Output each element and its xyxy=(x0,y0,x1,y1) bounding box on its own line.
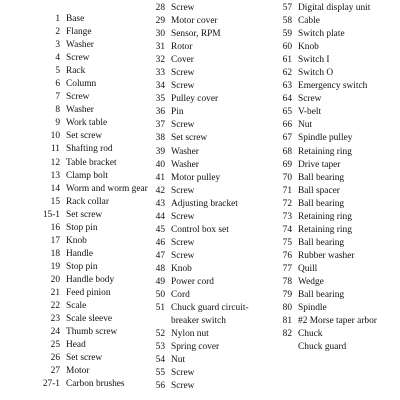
part-name: Clamp bolt xyxy=(66,170,108,181)
part-number: 18 xyxy=(50,248,60,259)
parts-list-item xyxy=(272,185,397,198)
part-number: 7 xyxy=(55,92,60,103)
part-number: 9 xyxy=(55,118,60,129)
part-name: Screw xyxy=(171,3,195,13)
parts-list-item xyxy=(148,41,270,54)
parts-list-item xyxy=(148,15,270,28)
part-number: 37 xyxy=(155,120,165,131)
part-number: 78 xyxy=(282,276,292,287)
part-name: Motor pulley xyxy=(171,172,221,183)
parts-list-item xyxy=(272,146,397,159)
parts-list-item xyxy=(148,54,270,67)
parts-list-item xyxy=(40,261,148,274)
part-number: 24 xyxy=(50,327,60,338)
part-number: 80 xyxy=(282,303,292,314)
part-number: 40 xyxy=(155,159,165,170)
part-name: Retaining ring xyxy=(298,211,352,222)
parts-list-item xyxy=(272,80,397,93)
parts-list-item xyxy=(40,313,148,326)
part-number: 57 xyxy=(282,3,292,13)
parts-list-item xyxy=(272,276,397,289)
part-name: Screw xyxy=(171,368,195,379)
part-number: 48 xyxy=(155,263,165,274)
parts-list-item xyxy=(40,104,148,117)
part-name: Set screw xyxy=(66,353,103,364)
parts-list-item xyxy=(272,41,397,54)
part-number: 16 xyxy=(50,222,60,233)
parts-list-item xyxy=(272,159,397,172)
parts-list-item xyxy=(272,328,397,354)
parts-list-item xyxy=(40,378,148,391)
part-number: 33 xyxy=(155,68,165,79)
parts-list-item xyxy=(148,185,270,198)
parts-list-item xyxy=(40,352,148,365)
parts-list-item xyxy=(272,119,397,132)
parts-list-item xyxy=(272,15,397,28)
part-name: Column xyxy=(66,79,97,90)
part-name: Ball spacer xyxy=(298,185,340,196)
parts-list-item xyxy=(148,67,270,80)
parts-list-item xyxy=(40,287,148,300)
part-number: 15-1 xyxy=(42,209,60,220)
parts-list-item xyxy=(40,143,148,156)
parts-list-item xyxy=(40,91,148,104)
parts-list-item xyxy=(148,93,270,106)
part-number: 59 xyxy=(282,29,292,40)
part-number: 43 xyxy=(155,198,165,209)
part-number: 27 xyxy=(50,366,60,377)
parts-list-item xyxy=(40,39,148,52)
parts-list-item xyxy=(40,248,148,261)
part-name: Knob xyxy=(298,42,319,53)
part-name: Chuck guard circuit- breaker switch xyxy=(171,303,249,327)
part-name: Knob xyxy=(171,263,192,274)
part-number: 74 xyxy=(282,224,292,235)
parts-list-item xyxy=(40,157,148,170)
parts-list-item xyxy=(148,172,270,185)
part-number: 6 xyxy=(55,79,60,90)
part-number: 3 xyxy=(55,40,60,51)
parts-list-item xyxy=(148,198,270,211)
part-number: 11 xyxy=(50,144,60,155)
parts-list-item xyxy=(148,302,270,328)
parts-list-item xyxy=(148,28,270,41)
part-number: 73 xyxy=(282,211,292,222)
parts-list-item xyxy=(40,26,148,39)
part-number: 72 xyxy=(282,198,292,209)
part-number: 58 xyxy=(282,16,292,27)
part-number: 26 xyxy=(50,353,60,364)
part-name: Screw xyxy=(171,250,195,261)
part-name: Cover xyxy=(171,55,194,66)
part-name: Set screw xyxy=(66,131,103,142)
part-name: Table bracket xyxy=(66,157,117,168)
part-name: Washer xyxy=(66,40,94,51)
part-name: Motor cover xyxy=(171,16,218,27)
parts-list-item xyxy=(272,211,397,224)
parts-list-item xyxy=(40,170,148,183)
parts-list-item xyxy=(148,132,270,145)
part-name: Ball bearing xyxy=(298,198,345,209)
part-name: Set screw xyxy=(66,209,103,220)
parts-list-item xyxy=(272,263,397,276)
parts-list-item xyxy=(148,341,270,354)
part-number: 42 xyxy=(155,185,165,196)
part-number: 44 xyxy=(155,211,165,222)
part-number: 76 xyxy=(282,250,292,261)
parts-list-item xyxy=(40,117,148,130)
part-number: 46 xyxy=(155,237,165,248)
parts-list-item xyxy=(148,354,270,367)
part-number: 30 xyxy=(155,29,165,40)
part-number: 20 xyxy=(50,274,60,285)
part-number: 56 xyxy=(155,381,165,392)
part-name: Head xyxy=(66,340,86,351)
part-number: 61 xyxy=(282,55,292,66)
parts-list-item xyxy=(40,52,148,65)
parts-list-item xyxy=(40,65,148,78)
part-number: 62 xyxy=(282,68,292,79)
part-name: Ball bearing xyxy=(298,172,345,183)
part-name: Shafting rod xyxy=(66,144,113,155)
parts-list-item xyxy=(272,315,397,328)
parts-list-item xyxy=(40,235,148,248)
part-name: Washer xyxy=(66,105,94,116)
parts-column-1 xyxy=(40,13,148,391)
part-number: 41 xyxy=(155,172,165,183)
part-name: Emergency switch xyxy=(298,81,368,92)
part-name: Flange xyxy=(66,27,92,38)
part-name: Work table xyxy=(66,118,108,129)
part-number: 66 xyxy=(282,120,292,131)
part-number: 17 xyxy=(50,235,60,246)
part-number: 38 xyxy=(155,133,165,144)
part-name: Adjusting bracket xyxy=(171,198,238,209)
parts-list-item xyxy=(148,328,270,341)
part-name: #2 Morse taper arbor xyxy=(298,316,377,327)
part-number: 36 xyxy=(155,107,165,118)
part-name: Pin xyxy=(171,107,184,118)
parts-list-item xyxy=(148,263,270,276)
part-name: Wedge xyxy=(298,276,324,287)
part-number: 50 xyxy=(155,290,165,301)
parts-list-item xyxy=(40,183,148,196)
parts-list-item xyxy=(148,224,270,237)
parts-list-item xyxy=(272,2,397,15)
part-number: 60 xyxy=(282,42,292,53)
part-name: Screw xyxy=(171,381,195,392)
parts-list-item xyxy=(148,80,270,93)
part-name: Screw xyxy=(171,68,195,79)
part-name: Scale xyxy=(66,301,87,312)
part-name: Digital display unit xyxy=(298,3,371,13)
part-number: 45 xyxy=(155,224,165,235)
part-number: 77 xyxy=(282,263,292,274)
parts-list-item xyxy=(272,28,397,41)
part-name: Quill xyxy=(298,263,318,274)
part-name: Drive taper xyxy=(298,159,341,170)
part-number: 21 xyxy=(50,287,60,298)
part-name: Screw xyxy=(171,185,195,196)
part-name: Pulley cover xyxy=(171,94,219,105)
part-number: 69 xyxy=(282,159,292,170)
parts-list-item xyxy=(272,54,397,67)
part-name: Screw xyxy=(66,53,90,64)
part-number: 67 xyxy=(282,133,292,144)
part-name: Stop pin xyxy=(66,222,98,233)
part-name: Chuck Chuck guard xyxy=(298,329,347,353)
part-number: 64 xyxy=(282,94,292,105)
parts-list-item xyxy=(148,119,270,132)
part-number: 55 xyxy=(155,368,165,379)
parts-list-item xyxy=(272,302,397,315)
parts-list-item xyxy=(272,106,397,119)
parts-list-item xyxy=(272,67,397,80)
part-name: Switch I xyxy=(298,55,330,66)
part-number: 23 xyxy=(50,314,60,325)
parts-list-item xyxy=(40,13,148,26)
part-number: 79 xyxy=(282,290,292,301)
part-number: 49 xyxy=(155,276,165,287)
part-name: Cable xyxy=(298,16,320,27)
part-number: 52 xyxy=(155,329,165,340)
part-name: Screw xyxy=(171,81,195,92)
part-number: 71 xyxy=(282,185,292,196)
part-number: 29 xyxy=(155,16,165,27)
part-name: Washer xyxy=(171,159,199,170)
part-name: Screw xyxy=(66,92,90,103)
part-number: 65 xyxy=(282,107,292,118)
part-number: 63 xyxy=(282,81,292,92)
part-number: 70 xyxy=(282,172,292,183)
part-name: Stop pin xyxy=(66,261,98,272)
part-number: 39 xyxy=(155,146,165,157)
part-name: Nut xyxy=(171,355,186,366)
part-name: Rack collar xyxy=(66,196,109,207)
parts-list-item xyxy=(148,367,270,380)
part-number: 54 xyxy=(155,355,165,366)
part-number: 2 xyxy=(55,27,60,38)
part-number: 1 xyxy=(55,14,60,24)
parts-list-item xyxy=(40,222,148,235)
part-name: Screw xyxy=(171,211,195,222)
part-number: 75 xyxy=(282,237,292,248)
parts-list-item xyxy=(40,274,148,287)
part-number: 81 xyxy=(282,316,292,327)
part-name: Worm and worm gear xyxy=(66,183,148,194)
part-name: Nylon nut xyxy=(171,329,209,340)
part-name: Switch O xyxy=(298,68,334,79)
part-number: 34 xyxy=(155,81,165,92)
part-number: 47 xyxy=(155,250,165,261)
part-name: Control box set xyxy=(171,224,229,235)
part-name: Sensor, RPM xyxy=(171,29,221,40)
part-name: Screw xyxy=(171,120,195,131)
part-name: Power cord xyxy=(171,276,214,287)
part-name: Rubber washer xyxy=(298,250,355,261)
part-number: 68 xyxy=(282,146,292,157)
part-name: Cord xyxy=(171,290,190,301)
parts-list-item xyxy=(148,276,270,289)
part-name: Nut xyxy=(298,120,313,131)
part-name: Spindle pulley xyxy=(298,133,353,144)
parts-list-item xyxy=(272,237,397,250)
part-name: Spring cover xyxy=(171,342,220,353)
part-name: Base xyxy=(66,14,85,24)
part-name: Feed pinion xyxy=(66,287,111,298)
part-number: 35 xyxy=(155,94,165,105)
parts-list-item xyxy=(148,2,270,15)
parts-list-item xyxy=(272,132,397,145)
parts-list-item xyxy=(272,289,397,302)
part-number: 82 xyxy=(282,329,292,340)
part-number: 5 xyxy=(55,66,60,77)
parts-list-item xyxy=(148,250,270,263)
parts-list-item xyxy=(148,289,270,302)
parts-list-item xyxy=(272,93,397,106)
parts-list-item xyxy=(148,380,270,393)
part-number: 51 xyxy=(155,303,165,314)
part-number: 53 xyxy=(155,342,165,353)
parts-list-item xyxy=(40,130,148,143)
parts-list-item xyxy=(148,237,270,250)
part-name: Screw xyxy=(298,94,322,105)
part-name: Handle body xyxy=(66,274,115,285)
part-name: Carbon brushes xyxy=(66,379,125,390)
parts-list-item xyxy=(40,209,148,222)
part-number: 13 xyxy=(50,170,60,181)
part-number: 32 xyxy=(155,55,165,66)
part-number: 12 xyxy=(50,157,60,168)
part-number: 15 xyxy=(50,196,60,207)
parts-list-item xyxy=(148,159,270,172)
part-name: Screw xyxy=(171,237,195,248)
parts-list-item xyxy=(272,224,397,237)
parts-list-item xyxy=(148,146,270,159)
parts-list-item xyxy=(40,326,148,339)
part-number: 27-1 xyxy=(42,379,60,390)
parts-list-item xyxy=(272,198,397,211)
part-name: Scale sleeve xyxy=(66,314,113,325)
part-number: 8 xyxy=(55,105,60,116)
part-number: 14 xyxy=(50,183,60,194)
parts-list-item xyxy=(148,106,270,119)
part-name: Switch plate xyxy=(298,29,345,40)
part-number: 4 xyxy=(55,53,60,64)
part-number: 25 xyxy=(50,340,60,351)
part-name: Set screw xyxy=(171,133,208,144)
part-number: 10 xyxy=(50,131,60,142)
part-name: Motor xyxy=(66,366,90,377)
part-number: 28 xyxy=(155,3,165,13)
part-name: Handle xyxy=(66,248,94,259)
part-name: Rack xyxy=(66,66,86,77)
part-name: Retaining ring xyxy=(298,146,352,157)
part-number: 19 xyxy=(50,261,60,272)
parts-list-item xyxy=(40,365,148,378)
part-name: Knob xyxy=(66,235,87,246)
parts-column-3 xyxy=(272,2,397,354)
parts-list-item xyxy=(40,78,148,91)
part-name: Spindle xyxy=(298,303,327,314)
part-name: V-belt xyxy=(298,107,322,118)
parts-list-item xyxy=(40,339,148,352)
part-name: Washer xyxy=(171,146,199,157)
part-name: Ball bearing xyxy=(298,290,345,301)
parts-list-item xyxy=(40,196,148,209)
part-number: 31 xyxy=(155,42,165,53)
parts-list-item xyxy=(272,250,397,263)
part-number: 22 xyxy=(50,301,60,312)
parts-column-2 xyxy=(148,2,270,393)
part-name: Rotor xyxy=(171,42,193,53)
part-name: Ball bearing xyxy=(298,237,345,248)
parts-list-item xyxy=(272,172,397,185)
part-name: Thumb screw xyxy=(66,327,118,338)
parts-list-item xyxy=(40,300,148,313)
part-name: Retaining ring xyxy=(298,224,352,235)
parts-list-item xyxy=(148,211,270,224)
